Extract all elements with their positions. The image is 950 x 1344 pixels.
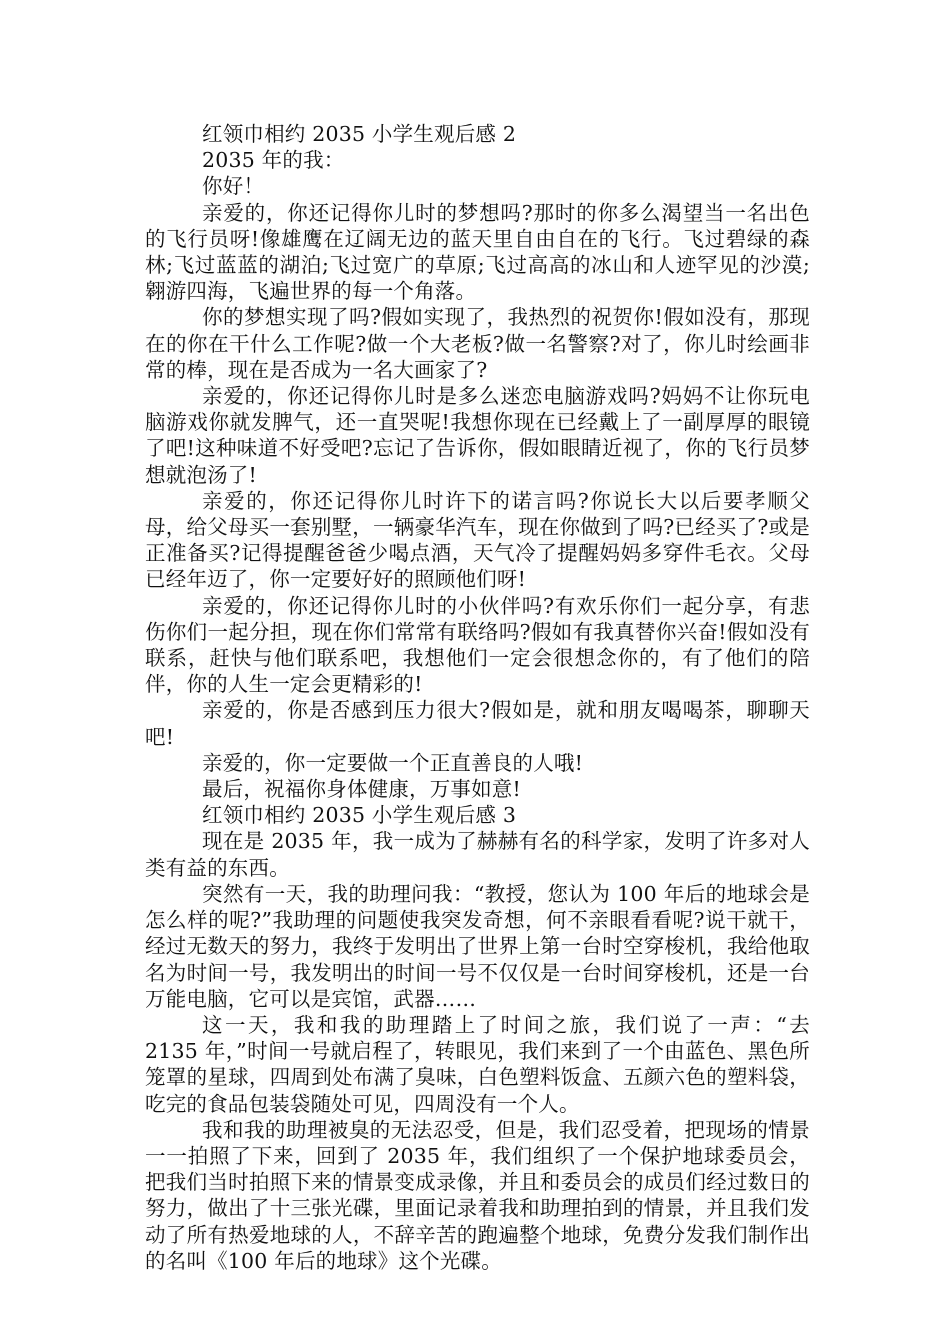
paragraph-wishes: 最后，祝福你身体健康，万事如意! bbox=[202, 777, 521, 802]
paragraph-pressure: 亲爱的，你是否感到压力很大?假如是，就和朋友喝喝茶，聊聊天吧! bbox=[145, 698, 810, 749]
paragraph-kindness: 亲爱的，你一定要做一个正直善良的人哦! bbox=[202, 750, 584, 775]
letter-salutation: 2035 年的我： bbox=[202, 148, 345, 173]
paragraph-games: 亲爱的，你还记得你儿时是多么迷恋电脑游戏吗?妈妈不让你玩电脑游戏你就发脾气，还一直哭呢!我想你现在已经戴上了一副厚厚的眼镜了吧!这种味道不好受吧?忘记了告诉你，假如眼睛近视了，你的飞行员梦想就泡汤了! bbox=[145, 384, 810, 487]
paragraph-scientist: 现在是 2035 年，我一成为了赫赫有名的科学家，发明了许多对人类有益的东西。 bbox=[145, 829, 810, 880]
paragraph-protect-earth: 我和我的助理被臭的无法忍受，但是，我们忍受着，把现场的情景一一拍照了下来，回到了 2035 年，我们组织了一个保护地球委员会，把我们当时拍照下来的情景变成录像，并且和委员会的成员们经过数日的努力，做出了十三张光碟，里面记录着我和助理拍到的情景，并且我们发动了所有热爱地球的人，不辞辛苦的跑遍整个地球，免费分发我们制作出的名叫《100 年后的地球》这个光碟。 bbox=[145, 1117, 810, 1273]
section-title-2: 红领巾相约 2035 小学生观后感 2 bbox=[202, 122, 517, 146]
paragraph-promise: 亲爱的，你还记得你儿时许下的诺言吗?你说长大以后要孝顺父母，给父母买一套别墅，一辆豪华汽车，现在你做到了吗?已经买了?或是正准备买?记得提醒爸爸少喝点酒，天气冷了提醒妈妈多穿件毛衣。父母已经年迈了，你一定要好好的照顾他们呀! bbox=[145, 488, 810, 592]
section-title-3: 红领巾相约 2035 小学生观后感 3 bbox=[202, 803, 517, 828]
letter-greeting: 你好！ bbox=[202, 174, 265, 199]
paragraph-journey: 这一天，我和我的助理踏上了时间之旅，我们说了一声：“去 2135 年，”时间一号就启程了，转眼见，我们来到了一个由蓝色、黑色所笼罩的星球，四周到处布满了臭味，白色塑料饭盒、五颜六色的塑料袋，吃完的食品包装袋随处可见，四周没有一个人。 bbox=[145, 1012, 810, 1116]
paragraph-time-machine: 突然有一天，我的助理问我：“教授，您认为 100 年后的地球会是怎么样的呢?”我助理的问题使我突发奇想，何不亲眼看看呢?说干就干，经过无数天的努力，我终于发明出了世界上第一台时空穿梭机，我给他取名为时间一号，我发明出的时间一号不仅仅是一台时间穿梭机，还是一台万能电脑，它可以是宾馆，武器…… bbox=[145, 881, 810, 1011]
paragraph-dream-realized: 你的梦想实现了吗?假如实现了，我热烈的祝贺你!假如没有，那现在的你在干什么工作呢?做一个大老板?做一名警察?对了，你儿时绘画非常的棒，现在是否成为一名大画家了? bbox=[145, 305, 810, 382]
paragraph-friends: 亲爱的，你还记得你儿时的小伙伴吗?有欢乐你们一起分享，有悲伤你们一起分担，现在你们常常有联络吗?假如有我真替你兴奋!假如没有联系，赶快与他们联系吧，我想他们一定会很想念你的，有了他们的陪伴，你的人生一定会更精彩的! bbox=[145, 593, 810, 697]
document-body bbox=[145, 121, 810, 1274]
paragraph-dream: 亲爱的，你还记得你儿时的梦想吗?那时的你多么渴望当一名出色的飞行员呀!像雄鹰在辽阔无边的蓝天里自由自在的飞行。飞过碧绿的森林;飞过蓝蓝的湖泊;飞过宽广的草原;飞过高高的冰山和人迹罕见的沙漠;翱游四海，飞遍世界的每一个角落。 bbox=[145, 200, 810, 304]
